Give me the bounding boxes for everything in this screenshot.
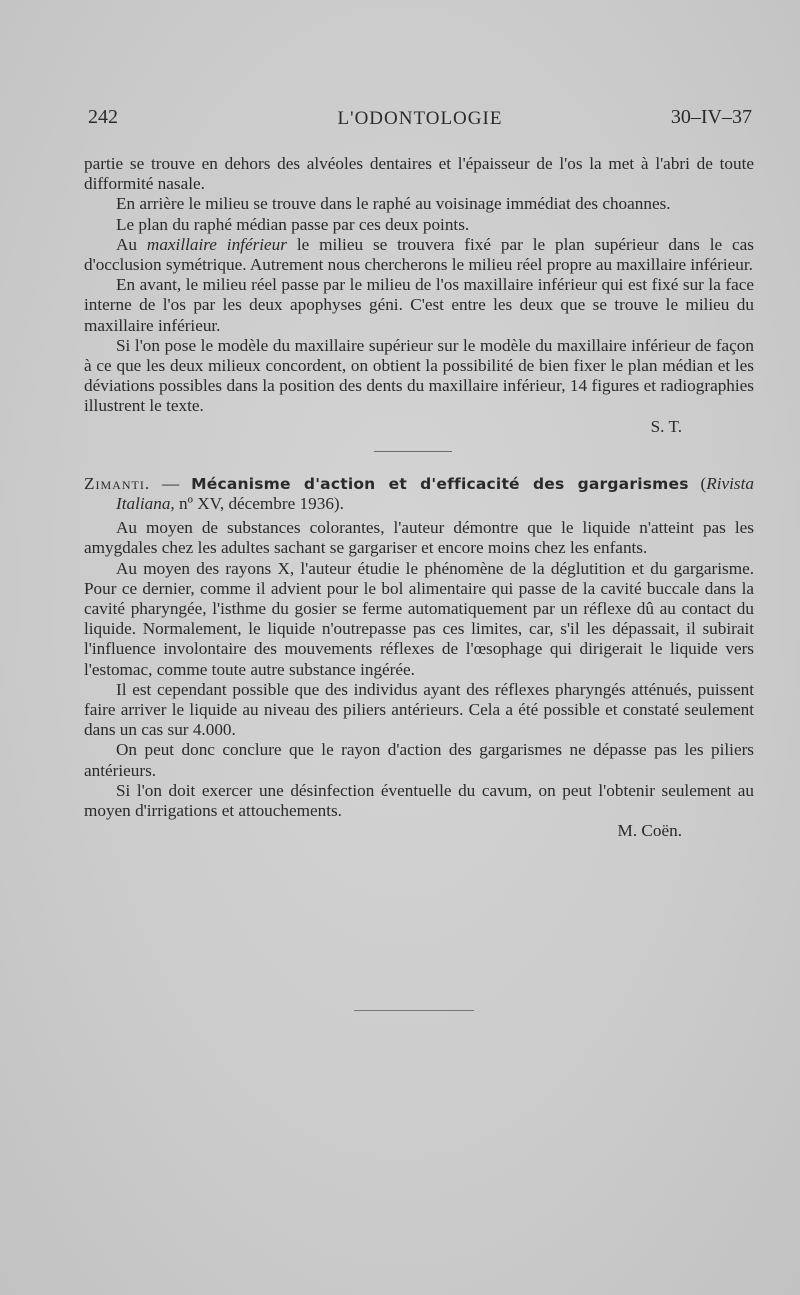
review-reference: [84, 474, 754, 514]
journal-title: L'ODONTOLOGIE: [337, 108, 503, 129]
italic-term: maxillaire inférieur: [146, 234, 287, 254]
author-signature: M. Coën.: [617, 821, 682, 841]
paragraph: Au moyen des rayons X, l'auteur étudie le phénomène de la déglutition et du gargarisme. Pour ce dernier, comme il advient pour le bol alimentaire qui passe de la cavité buccale dans la cavité pharyngée, l'isthme du gosier se ferme automatiquement par un réflexe dû au contact du liquide. Normalement, le liquide n'outrepasse pas ces limites, car, s'il les dépassait, il subirait l'influence involontaire des mouvements réflexes de l'œsophage qui dirigerait le liquide vers l'estomac, comme toute autre substance ingérée.: [84, 558, 754, 679]
paragraph-text: Au: [116, 234, 147, 254]
dash: —: [150, 473, 192, 493]
paragraph: Au moyen de substances colorantes, l'auteur démontre que le liquide n'atteint pas les amygdales chez les adultes sachant se gargariser et encore moins chez les enfants.: [84, 518, 754, 558]
source-open: (: [688, 473, 707, 493]
review-title: Mécanisme d'action et d'efficacité des gargarismes: [191, 474, 689, 493]
author-signature: S. T.: [650, 416, 682, 436]
paragraph: Il est cependant possible que des individus ayant des réflexes pharyngés atténués, puissent faire arriver le liquide au niveau des piliers antérieurs. Cela a été possible et constaté seulement dans un cas sur 4.000.: [84, 679, 754, 740]
source-details: nº XV, décembre 1936).: [174, 494, 344, 514]
page-body: [84, 154, 754, 842]
section-divider: [374, 451, 452, 452]
paragraph: Le plan du raphé médian passe par ces deux points.: [116, 214, 470, 234]
paragraph: [84, 235, 754, 275]
page-number: 242: [88, 106, 118, 128]
end-divider: [354, 1010, 474, 1011]
review-article: [84, 474, 754, 842]
review-author: Zimanti.: [84, 473, 151, 493]
paragraph: Si l'on pose le modèle du maxillaire supérieur sur le modèle du maxillaire inférieur de façon à ce que les deux milieux concordent, on obtient la possibilité de bien fixer le plan médian et les déviations possibles dans la position des dents du maxillaire inférieur, 14 figures et radiographies illustrent le texte.: [84, 335, 754, 416]
article-continuation: [84, 154, 754, 437]
issue-date: 30–IV–37: [670, 106, 752, 128]
paragraph: partie se trouve en dehors des alvéoles dentaires et l'épaisseur de l'os la met à l'abri de toute difformité nasale.: [84, 154, 754, 194]
running-header: [88, 106, 752, 136]
paragraph: On peut donc conclure que le rayon d'action des gargarismes ne dépasse pas les piliers antérieurs.: [84, 740, 754, 780]
source-journal: Rivista Italiana,: [116, 473, 754, 514]
paragraph: En arrière le milieu se trouve dans le raphé au voisinage immédiat des choannes.: [116, 194, 671, 214]
paragraph-text: le milieu se trouvera fixé par le plan supérieur dans le cas d'occlusion symétrique. Autrement nous chercherons le milieu réel propre au maxillaire inférieur.: [84, 234, 754, 275]
paragraph: Si l'on doit exercer une désinfection éventuelle du cavum, on peut l'obtenir seulement au moyen d'irrigations et attouchements.: [84, 780, 754, 821]
paragraph: En avant, le milieu réel passe par le milieu de l'os maxillaire inférieur qui est fixé sur la face interne de l'os par les deux apophyses géni. C'est entre les deux que se trouve le milieu du maxillaire inférieur.: [84, 275, 754, 335]
